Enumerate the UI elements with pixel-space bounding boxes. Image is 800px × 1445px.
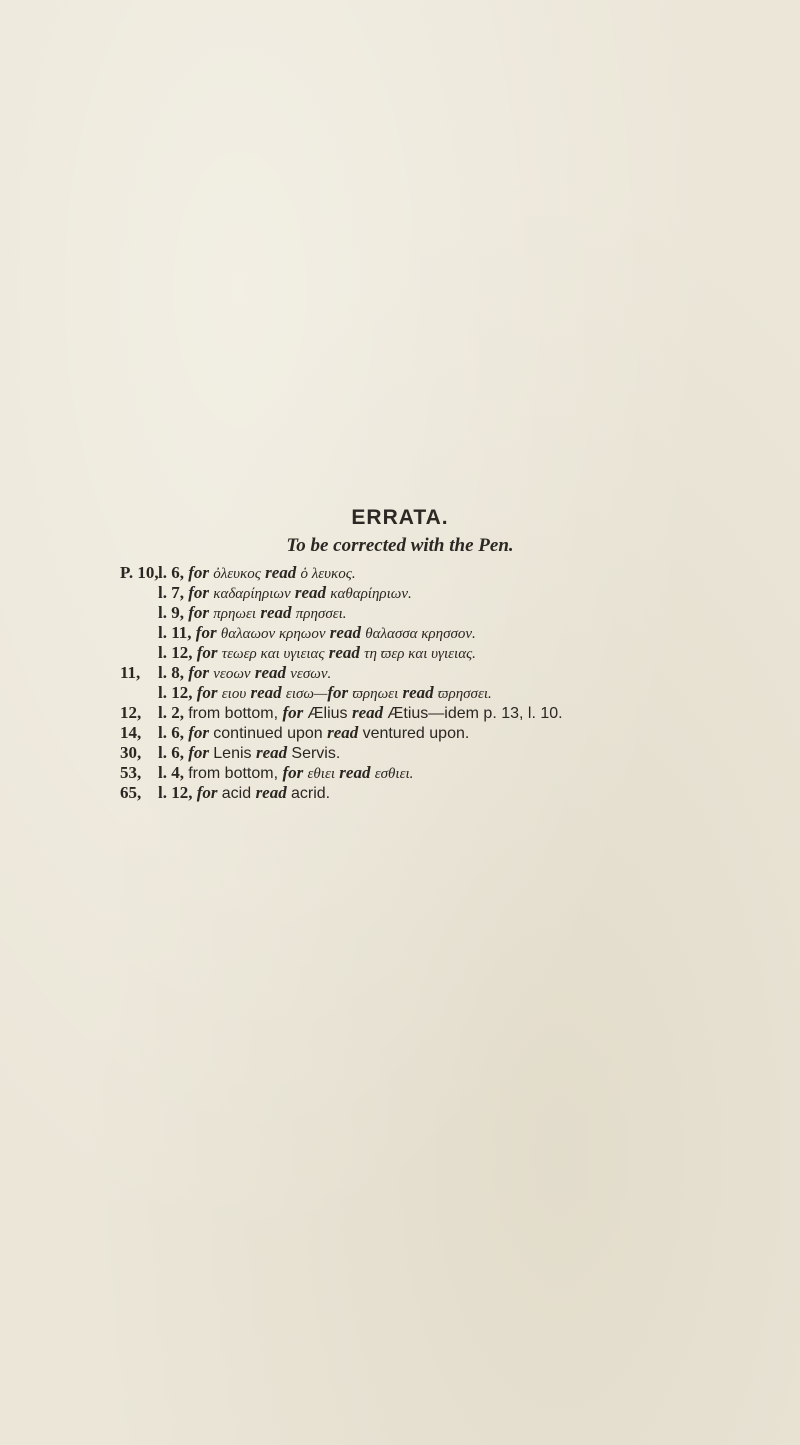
greek-text: εισω— bbox=[285, 686, 328, 702]
correction-text: acrid. bbox=[290, 785, 331, 802]
greek-text: εθιει bbox=[307, 766, 336, 782]
instruction-text: for bbox=[282, 763, 308, 782]
greek-text: θαλασσα κρησσον. bbox=[365, 626, 476, 642]
entry-correction bbox=[158, 783, 330, 804]
instruction-text: read bbox=[290, 583, 331, 602]
entry-line-number: l. 12, bbox=[158, 643, 193, 662]
instruction-text: read bbox=[246, 683, 286, 702]
greek-text: ειου bbox=[221, 686, 247, 702]
entry-correction bbox=[158, 583, 412, 604]
instruction-text: for bbox=[196, 783, 222, 802]
instruction-text: read bbox=[351, 703, 388, 722]
greek-text: ὀλευκος bbox=[213, 566, 261, 582]
correction-text: from bottom, bbox=[188, 705, 283, 722]
correction-text: ventured upon. bbox=[362, 725, 470, 742]
entry-line-number: l. 6, bbox=[158, 743, 184, 762]
errata-entry bbox=[0, 603, 800, 623]
entry-page-number: 30, bbox=[120, 743, 142, 762]
instruction-text: read bbox=[398, 683, 438, 702]
greek-text: ὁ λευκος. bbox=[300, 566, 356, 582]
instruction-text: for bbox=[188, 583, 214, 602]
entry-line-number: l. 12, bbox=[158, 683, 193, 702]
entry-line-number: l. 4, bbox=[158, 763, 184, 782]
errata-entry bbox=[0, 643, 800, 663]
entry-line-number: l. 9, bbox=[158, 603, 184, 622]
entry-correction bbox=[158, 663, 331, 684]
greek-text: καδαρίηριων bbox=[213, 586, 291, 602]
errata-entry bbox=[0, 623, 800, 643]
correction-text: Ælius bbox=[307, 705, 352, 722]
instruction-text: read bbox=[327, 723, 363, 742]
errata-entry bbox=[0, 583, 800, 603]
greek-text: πρησσει. bbox=[295, 606, 347, 622]
greek-text: πρηωει bbox=[213, 606, 257, 622]
instruction-text: for bbox=[188, 663, 214, 682]
greek-text: ϖρησσει. bbox=[437, 686, 492, 702]
correction-text: Servis. bbox=[291, 745, 341, 762]
entry-correction bbox=[158, 703, 563, 724]
entry-correction bbox=[158, 603, 347, 624]
entry-line-number: l. 12, bbox=[158, 783, 193, 802]
correction-text: Lenis bbox=[213, 745, 256, 762]
entry-page-number: 65, bbox=[120, 783, 142, 802]
greek-text: νεοων bbox=[213, 666, 251, 682]
entry-correction bbox=[158, 763, 413, 784]
correction-text: from bottom, bbox=[188, 765, 283, 782]
instruction-text: read bbox=[255, 743, 292, 762]
entry-line-number: l. 6, bbox=[158, 723, 184, 742]
greek-text: εσθιει. bbox=[374, 766, 414, 782]
instruction-text: for bbox=[188, 723, 214, 742]
entry-correction bbox=[158, 723, 469, 744]
errata-entry bbox=[0, 743, 800, 763]
entry-line-number: l. 2, bbox=[158, 703, 184, 722]
entry-page-number: 14, bbox=[120, 723, 142, 742]
entry-page-number: P. 10, bbox=[120, 563, 159, 582]
errata-entry bbox=[0, 723, 800, 743]
greek-text: καθαρίηριων. bbox=[330, 586, 412, 602]
entry-page-number: 12, bbox=[120, 703, 142, 722]
correction-text: acid bbox=[221, 785, 256, 802]
instruction-text: read bbox=[260, 563, 301, 582]
entry-correction bbox=[158, 563, 356, 584]
errata-entry bbox=[0, 563, 800, 583]
correction-text: continued upon bbox=[213, 725, 328, 742]
greek-text: θαλαωον κρηωον bbox=[220, 626, 326, 642]
entry-correction bbox=[158, 743, 340, 764]
greek-text: νεσων. bbox=[290, 666, 332, 682]
entry-line-number: l. 11, bbox=[158, 623, 192, 642]
errata-entry bbox=[0, 683, 800, 703]
instruction-text: read bbox=[250, 663, 291, 682]
instruction-text: for bbox=[188, 603, 214, 622]
greek-text: ϖρηωει bbox=[352, 686, 399, 702]
errata-entry bbox=[0, 703, 800, 723]
entry-page-number: 53, bbox=[120, 763, 142, 782]
instruction-text: read bbox=[335, 763, 375, 782]
instruction-text: for bbox=[188, 563, 214, 582]
entry-line-number: l. 8, bbox=[158, 663, 184, 682]
errata-entry bbox=[0, 763, 800, 783]
instruction-text: for bbox=[196, 643, 222, 662]
instruction-text: read bbox=[255, 783, 291, 802]
entry-correction bbox=[158, 623, 476, 644]
instruction-text: for bbox=[188, 743, 214, 762]
errata-subtitle: To be corrected with the Pen. bbox=[286, 535, 514, 556]
correction-text: Ætius—idem p. 13, l. 10. bbox=[387, 705, 563, 722]
errata-title: ERRATA. bbox=[351, 506, 449, 529]
entry-correction bbox=[158, 683, 492, 704]
errata-list bbox=[0, 563, 800, 803]
errata-entry bbox=[0, 663, 800, 683]
entry-line-number: l. 6, bbox=[158, 563, 184, 582]
entry-page-number: 11, bbox=[120, 663, 141, 682]
instruction-text: for bbox=[327, 683, 353, 702]
instruction-text: for bbox=[195, 623, 221, 642]
entry-correction bbox=[158, 643, 476, 664]
entry-line-number: l. 7, bbox=[158, 583, 184, 602]
instruction-text: for bbox=[282, 703, 308, 722]
instruction-text: read bbox=[324, 643, 365, 662]
greek-text: τεωερ και υγιειας bbox=[221, 646, 325, 662]
greek-text: τη ϖερ και υγιειας. bbox=[364, 646, 476, 662]
instruction-text: read bbox=[256, 603, 296, 622]
instruction-text: for bbox=[196, 683, 222, 702]
errata-entry bbox=[0, 783, 800, 803]
instruction-text: read bbox=[325, 623, 366, 642]
